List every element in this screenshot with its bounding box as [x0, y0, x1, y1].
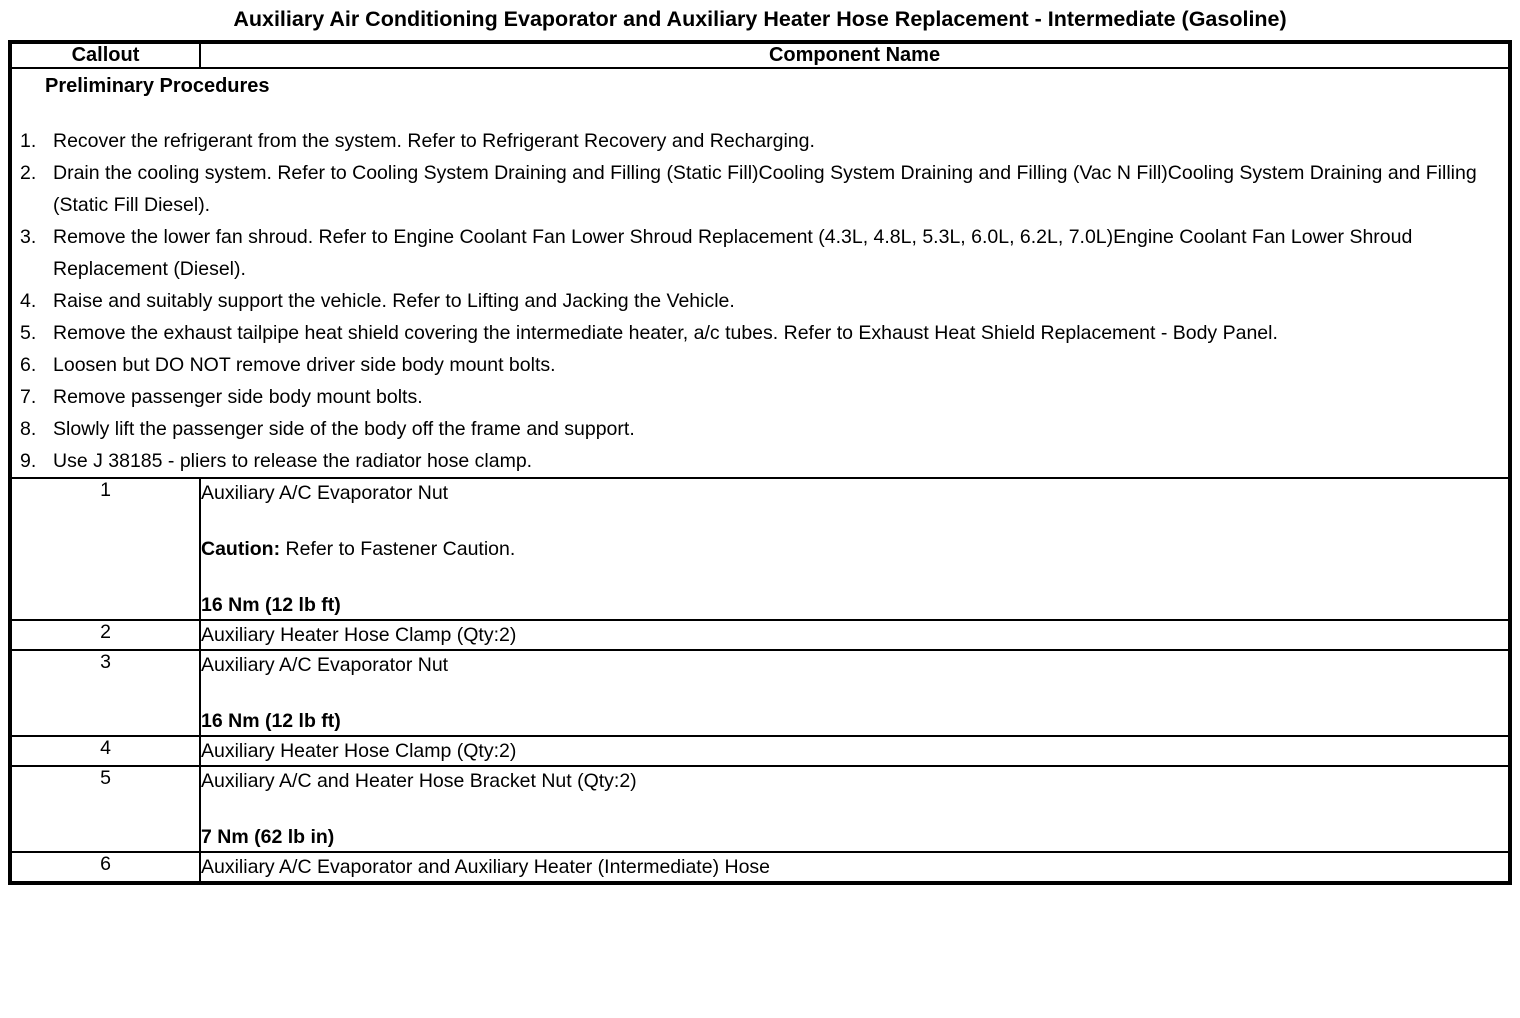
component-line: 7 Nm (62 lb in): [201, 826, 335, 848]
preliminary-step: Recover the refrigerant from the system. Refer to Refrigerant Recovery and Recharging.: [53, 130, 815, 152]
component-line: Auxiliary A/C Evaporator Nut: [201, 482, 449, 504]
preliminary-steps-list: [12, 125, 1508, 477]
component-line: 16 Nm (12 lb ft): [201, 594, 341, 616]
callout-number: 2: [10, 620, 200, 650]
callout-number: 6: [10, 852, 200, 883]
preliminary-procedures-row: [10, 68, 1510, 478]
table-row: [10, 650, 1510, 736]
table-row: [10, 766, 1510, 852]
preliminary-heading: Preliminary Procedures: [45, 75, 270, 97]
component-cell: [200, 650, 1510, 736]
preliminary-step: Remove the lower fan shroud. Refer to Engine Coolant Fan Lower Shroud Replacement (4.3L, 4.8L, 5.3L, 6.0L, 6.2L, 7.0L)Engine Coolant Fan Lower Shroud Replacement (Diesel).: [53, 226, 1413, 280]
component-cell: [200, 766, 1510, 852]
component-line: Auxiliary Heater Hose Clamp (Qty:2): [201, 740, 517, 762]
preliminary-procedures-cell: [10, 68, 1510, 478]
header-callout: Callout: [10, 42, 200, 68]
component-line: Auxiliary A/C and Heater Hose Bracket Nut (Qty:2): [201, 770, 637, 792]
table-row: [10, 736, 1510, 766]
component-cell: [200, 852, 1510, 883]
preliminary-step: Remove passenger side body mount bolts.: [53, 386, 423, 408]
preliminary-step: Remove the exhaust tailpipe heat shield covering the intermediate heater, a/c tubes. Refer to Exhaust Heat Shield Replacement - Body Panel.: [53, 322, 1278, 344]
callout-number: 1: [10, 478, 200, 620]
component-cell: [200, 620, 1510, 650]
preliminary-step: Use J 38185 - pliers to release the radiator hose clamp.: [53, 450, 533, 472]
callout-number: 3: [10, 650, 200, 736]
preliminary-step: Loosen but DO NOT remove driver side body mount bolts.: [53, 354, 556, 376]
callout-number: 5: [10, 766, 200, 852]
caution-label: Caution:: [201, 538, 281, 560]
component-cell: [200, 478, 1510, 620]
component-line: Caution: Refer to Fastener Caution.: [201, 538, 516, 560]
component-line: Auxiliary Heater Hose Clamp (Qty:2): [201, 624, 517, 646]
table-row: [10, 478, 1510, 620]
header-component-name: Component Name: [200, 42, 1510, 68]
callout-number: 4: [10, 736, 200, 766]
component-table: [8, 40, 1512, 885]
table-row: [10, 852, 1510, 883]
table-header-row: [10, 42, 1510, 68]
component-line: 16 Nm (12 lb ft): [201, 710, 341, 732]
component-cell: [200, 736, 1510, 766]
component-line: Auxiliary A/C Evaporator Nut: [201, 654, 449, 676]
page-title: Auxiliary Air Conditioning Evaporator and Auxiliary Heater Hose Replacement - Intermediate (Gasoline): [233, 7, 1287, 31]
component-line: Auxiliary A/C Evaporator and Auxiliary Heater (Intermediate) Hose: [201, 856, 771, 878]
preliminary-step: Slowly lift the passenger side of the body off the frame and support.: [53, 418, 635, 440]
preliminary-step: Drain the cooling system. Refer to Cooling System Draining and Filling (Static Fill)Cooling System Draining and Filling (Vac N Fill)Cooling System Draining and Filling (Static Fill Diesel).: [53, 162, 1477, 216]
preliminary-step: Raise and suitably support the vehicle. Refer to Lifting and Jacking the Vehicle.: [53, 290, 735, 312]
table-row: [10, 620, 1510, 650]
